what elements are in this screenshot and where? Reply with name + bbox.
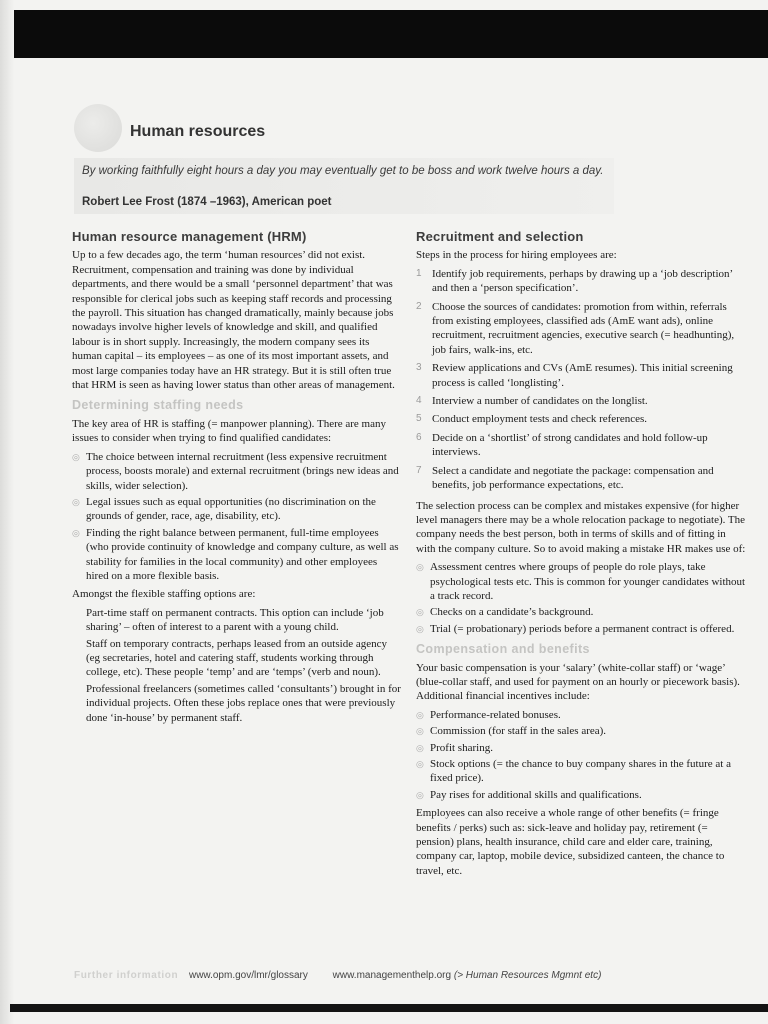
step-item xyxy=(416,412,746,426)
scan-bottom-border xyxy=(10,1004,768,1012)
bullet-icon: ◎ xyxy=(416,789,424,800)
list-item-text: Profit sharing. xyxy=(430,741,493,754)
list-item: Staff on temporary contracts, perhaps leased from an outside agency (eg secretaries, hotel and catering staff, students working through college, etc). These people ‘temp’ and are ‘temps’ (verb and noun). xyxy=(86,637,387,679)
list-item xyxy=(416,741,746,755)
list-item xyxy=(416,605,746,619)
managementhelp-note: (> Human Resources Mgmnt etc) xyxy=(453,970,602,981)
step-text: Decide on a ‘shortlist’ of strong candidates and hold follow-up interviews. xyxy=(432,431,708,459)
quote-author: Robert Lee Frost (1874 –1963), American poet xyxy=(82,196,332,208)
staffing-intro: The key area of HR is staffing (= manpower planning). There are many issues to consider when trying to find qualified candidates: xyxy=(72,417,386,445)
step-text: Choose the sources of candidates: promotion from within, referrals from existing employees, classified ads (AmE want ads), online recruitment, recruitment agencies, executive search (= headhunting), job fairs, walk-ins, etc. xyxy=(432,300,735,356)
list-item xyxy=(72,526,402,584)
bullet-icon: ◎ xyxy=(416,726,424,737)
bullet-icon: ◎ xyxy=(416,759,424,769)
step-text: Identify job requirements, perhaps by drawing up a ‘job description’ and then a ‘person specification’. xyxy=(432,267,733,295)
recruitment-intro: Steps in the process for hiring employees are: xyxy=(416,249,617,262)
benefits-paragraph: Employees can also receive a whole range of other benefits (= fringe benefits / perks) such as: sick-leave and holiday pay, retirement (= pension) plans, health insurance, child care and elder care, training, company car, laptop, mobile device, subsidized canteen, the chance to travel, etc. xyxy=(416,807,725,877)
bullet-icon: ◎ xyxy=(416,607,424,618)
hrm-paragraph: Up to a few decades ago, the term ‘human resources’ did not exist. Recruitment, compensation and training was done by individual departments, and there would be a small ‘personnel department’ that was responsible for clerical jobs such as keeping staff records and processing the payroll. This situation has changed dramatically, mainly because jobs nowadays involve higher levels of knowledge and skill, and qualified labour is in short supply. Increasingly, the modern company sees its human capital – its employees – as one of its most important assets, and most large companies today have an HR strategy. But it is still often true that HRM is seen as having lower status than other areas of management. xyxy=(72,249,395,392)
recruitment-steps-list xyxy=(416,267,746,493)
list-item: Professional freelancers (sometimes called ‘consultants’) brought in for individual projects. Often these jobs replace ones that were previously done ‘in-house’ by permanent staff. xyxy=(86,682,401,724)
list-item xyxy=(416,757,746,786)
list-item xyxy=(72,450,402,493)
bullet-icon: ◎ xyxy=(416,742,424,753)
list-item xyxy=(416,560,746,603)
chapter-icon xyxy=(74,104,122,152)
bullet-icon: ◎ xyxy=(416,562,424,573)
right-column xyxy=(416,230,746,882)
compensation-paragraph: Your basic compensation is your ‘salary’ (white-collar staff) or ‘wage’ (blue-collar staff, and used for payment on an hourly or piecework basis). Additional financial incentives include: xyxy=(416,661,740,703)
bullet-icon: ◎ xyxy=(72,527,80,538)
step-item xyxy=(416,394,746,408)
step-number: 3 xyxy=(416,362,422,374)
staffing-heading: Determining staffing needs xyxy=(72,398,244,413)
list-item: Part-time staff on permanent contracts. This option can include ‘job sharing’ – often of interest to a parent with a young child. xyxy=(86,606,384,634)
compensation-heading: Compensation and benefits xyxy=(416,642,590,657)
recruitment-heading: Recruitment and selection xyxy=(416,229,584,244)
list-item xyxy=(416,622,746,636)
bullet-icon: ◎ xyxy=(416,709,424,720)
further-information-footer xyxy=(74,970,754,981)
further-information-label: Further information xyxy=(74,970,179,981)
quote-text: By working faithfully eight hours a day you may eventually get to be boss and work twelve hours a day. xyxy=(82,165,604,177)
step-text: Select a candidate and negotiate the package: compensation and benefits, job performance expectations, etc. xyxy=(432,464,714,492)
selection-paragraph: The selection process can be complex and mistakes expensive (for higher level managers there may be a whole relocation package to negotiate). The company needs the best person, both in terms of skills and of fitting in with the company culture. So to avoid making a mistake HR makes use of: xyxy=(416,499,746,555)
staffing-issues-list xyxy=(72,450,402,584)
options-intro: Amongst the flexible staffing options are: xyxy=(72,588,256,601)
left-column xyxy=(72,230,402,729)
selection-methods-list xyxy=(416,560,746,636)
step-item xyxy=(416,267,746,296)
list-item-text: Stock options (= the chance to buy company shares in the future at a fixed price). xyxy=(430,758,731,785)
list-item-text: Legal issues such as equal opportunities (no discrimination on the grounds of gender, race, age, disability, etc). xyxy=(86,495,376,523)
list-item xyxy=(416,708,746,722)
list-item-text: Assessment centres where groups of people do role plays, take psychological tests etc. This is common for younger candidates without a track record. xyxy=(430,561,746,602)
bullet-icon: ◎ xyxy=(416,623,424,634)
opm-glossary-link[interactable]: www.opm.gov/lmr/glossary xyxy=(188,970,308,981)
staffing-options-list xyxy=(72,606,402,725)
step-number: 7 xyxy=(416,464,422,476)
chapter-title: Human resources xyxy=(130,123,266,140)
list-item-text: The choice between internal recruitment (less expensive recruitment process, boosts morale) and external recruitment (brings new ideas and skills, wider selection). xyxy=(86,450,399,492)
step-number: 1 xyxy=(416,267,422,279)
list-item-text: Commission (for staff in the sales area). xyxy=(430,725,607,738)
incentives-list xyxy=(416,708,746,802)
step-item xyxy=(416,300,746,358)
step-number: 5 xyxy=(416,413,422,425)
list-item-text: Trial (= probationary) periods before a permanent contract is offered. xyxy=(430,622,735,635)
list-item-text: Performance-related bonuses. xyxy=(430,708,561,721)
hrm-heading: Human resource management (HRM) xyxy=(72,229,307,244)
step-text: Conduct employment tests and check references. xyxy=(432,413,648,426)
step-item xyxy=(416,431,746,460)
list-item xyxy=(416,788,746,802)
scan-top-border xyxy=(14,10,768,58)
managementhelp-link[interactable]: www.managementhelp.org xyxy=(332,970,452,981)
list-item-text: Pay rises for additional skills and qualifications. xyxy=(430,788,642,801)
step-item xyxy=(416,361,746,390)
bullet-icon: ◎ xyxy=(72,496,80,507)
step-number: 6 xyxy=(416,431,422,443)
step-text: Review applications and CVs (AmE resumes). This initial screening process is called ‘longlisting’. xyxy=(432,362,733,389)
step-text: Interview a number of candidates on the longlist. xyxy=(432,395,648,408)
list-item-text: Checks on a candidate’s background. xyxy=(430,606,594,619)
list-item xyxy=(72,495,402,524)
step-number: 4 xyxy=(416,395,422,407)
step-number: 2 xyxy=(416,300,422,312)
list-item-text: Finding the right balance between permanent, full-time employees (who provide continuity of knowledge and company culture, as well as stability for families in the local community) and other employees hired on a more flexible basis. xyxy=(86,526,399,582)
bullet-icon: ◎ xyxy=(72,451,80,462)
list-item xyxy=(416,724,746,738)
step-item xyxy=(416,464,746,493)
page-spine-shadow xyxy=(0,0,14,1024)
